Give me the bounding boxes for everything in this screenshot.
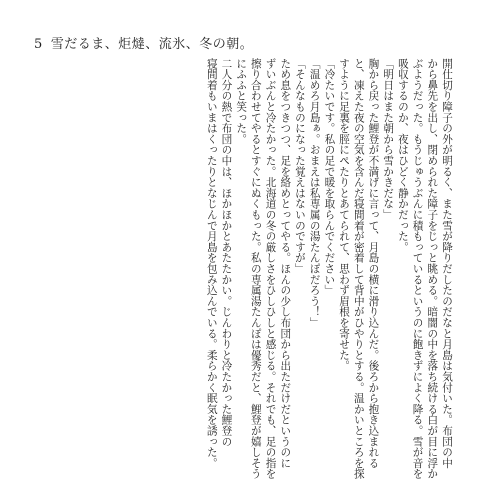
text-line: 開仕切り障子の外が明るく、また雪が降りだしたのだなと月島は気付いた。布団の中 [441,58,453,469]
text-line: ずいぶんと冷たかった。北海道の冬の厳しさをひしひしと感じる。それでも、足の指を [264,58,277,480]
text-line: すように足裏を脛にぺたりとあてられて、思わず眉根を寄せた。 [338,58,351,372]
text-line: と、凍えた夜の空気を含んだ寝間着が密着して背中がひやりとする。温かいところを探 [352,58,365,480]
chapter-title: 雪だるま、炬燵、流氷、冬の朝。 [50,37,254,52]
body-text [204,58,454,480]
text-line: 寝間着もいまはくったりとなじんで月島を包み込んでいる。柔らかく眠気を誘った。 [205,58,218,469]
text-line: 擦り合わせてやるとすぐにぬくもった。私の専属湯たんぽは優秀だと、鯉登が嬉しそう [249,58,262,480]
text-line: 「冷たいです。私の足で暖を取らんでください」 [323,58,336,296]
text-line: 「そんなものになった覚えはないのですが」 [293,58,306,274]
chapter-heading [34,33,253,52]
text-line: 吸収するのか、夜はひどく静かだった。 [396,58,409,253]
text-line: ぶようだった。もうじゅうぶんに積もっているというのに飽きずによく降る。雪が音を [411,58,424,480]
chapter-number: 5 [34,37,43,52]
text-line: ため息をつきつつ、足を絡めとってやる。ほんの少し布団から出ただけだというのに [279,58,292,469]
text-line: 「温めろ月島ぁ。おまえは私専属の湯たんぽだろう！」 [308,58,321,328]
text-line: 二人分の熱で布団の中は、ほかほかとあたたかい。じんわりと冷たかった鯉登の [220,58,233,447]
text-line: 胸から戻った鯉登が不満げに言って、月島の横に滑り込んだ。後ろから抱き込まれる [367,58,380,469]
text-line: 「明日はまた朝から雪かきだな」 [382,58,395,220]
text-line: から鼻先を出し、閉められた障子をじっと眺める。暗闇の中を落ち続ける白が目に浮か [426,58,439,480]
text-line: にふふと笑った。 [235,58,248,145]
